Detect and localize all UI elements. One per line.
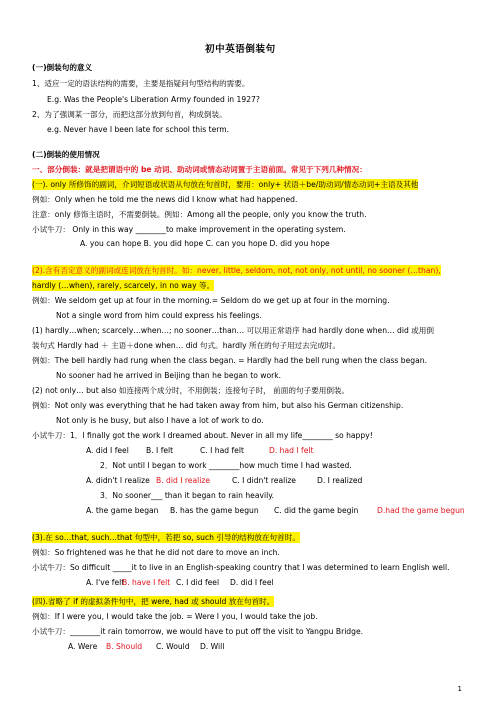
option: A. did I feel — [86, 446, 129, 455]
paragraph: 2、为了强调某一部分，而把这部分放到句首，构成倒装。 — [32, 110, 227, 119]
rule-negative-adverbs-cont: hardly (…when), rarely, scarcely, in no way 等。 — [32, 281, 215, 290]
option: B. has the game begun — [170, 506, 259, 515]
exercise: 小试牛刀：1．I finally got the work I dreamed about. Never in all my life________ so happy! — [32, 431, 373, 440]
section-heading-meaning: (一)倒装句的意义 — [32, 63, 93, 72]
page-number: 1 — [457, 685, 462, 693]
example: 例如：Only when he told me the news did I know what had happened. — [32, 195, 298, 204]
option: A. didn't I realize — [86, 476, 150, 485]
exercise: 3．No sooner___ than it began to rain heavily. — [100, 491, 275, 500]
option: C. I had felt — [200, 446, 244, 455]
exercise-options: A. you can hope B. you did hope C. can you hope D. did you hope — [80, 239, 330, 248]
option-answer: B. Should — [106, 642, 143, 651]
example: e.g. Never have I been late for school this term. — [47, 125, 230, 134]
option: C. I did feel — [176, 578, 220, 587]
paragraph: (2) not only… but also 如连接两个成分时，不用倒装；连接句子时， 前面的句子要用倒装。 — [32, 386, 350, 395]
note: 注意：only 修饰主语时，不需要倒装。例如：Among all the people, only you know the truth. — [32, 210, 367, 219]
section-heading-usage: (二)倒装的使用情况 — [32, 150, 100, 159]
option-answer: B. did I realize — [156, 476, 211, 485]
example: E.g. Was the People's Liberation Army founded in 1927? — [47, 95, 260, 104]
option: D. did I feel — [230, 578, 274, 587]
example: No sooner had he arrived in Beijing than he began to work. — [56, 371, 282, 380]
option: A. Were — [68, 642, 98, 651]
option: D. Will — [200, 642, 225, 651]
option-answer: D. had I felt — [269, 446, 314, 455]
rule-only: (一). only 所修饰的副词，介词短语或状语从句放在句首时，要用：only+ 状语＋be/助动词/情态动词+主语及其他 — [32, 180, 419, 189]
exercise: 小试牛刀： Only in this way ________to make improvement in the operating system. — [32, 225, 346, 234]
option: A. I've felt — [86, 578, 125, 587]
option-answer: B. have I felt — [122, 578, 171, 587]
option: A. the game began — [86, 506, 159, 515]
example: Not only is he busy, but also I have a lot of work to do. — [56, 416, 264, 425]
option-answer: D.had the game begun — [377, 506, 465, 515]
exercise: 小试牛刀：So difficult _____it to live in an English-speaking country that I was determined to learn English well. — [32, 563, 450, 572]
rule-omitted-if: (四).省略了 if 的虚拟条件句中，把 were, had 或 should 放在句首时。 — [32, 597, 275, 606]
exercise: 2．Not until I began to work ________how much time I had wasted. — [100, 461, 352, 470]
paragraph: 装句式 Hardly had ＋ 主语＋done when… did 句式。hardly 所在的句子用过去完成时。 — [32, 341, 341, 350]
option: C. I didn't realize — [232, 476, 296, 485]
rule-so-such: (3).在 so…that, such…that 句型中，若把 so, such 引导的结构放在句首时。 — [32, 533, 300, 542]
option: B. I felt — [146, 446, 174, 455]
example: Not a single word from him could express his feelings. — [56, 311, 262, 320]
option: C. did the game begin — [274, 506, 359, 515]
option: C. Would — [156, 642, 190, 651]
page-title: 初中英语倒装句 — [205, 44, 276, 55]
paragraph: 1、适应一定的语法结构的需要，主要是指疑问句型结构的需要。 — [32, 79, 250, 88]
rule-negative-adverbs — [32, 265, 441, 276]
example: 例如：So frightened was he that he did not dare to move an inch. — [32, 548, 280, 557]
example: 例如：If I were you, I would take the job. = Were I you, I would take the job. — [32, 612, 318, 621]
option: D. I realized — [317, 476, 363, 485]
exercise: 小试牛刀：________it rain tomorrow, we would have to put off the visit to Yangpu Bridge. — [32, 627, 364, 636]
subheading-partial-inversion: 一、部分倒装：就是把谓语中的 be 动词、助动词或情态动词置于主语前面。常见于下列几种情况： — [32, 165, 367, 174]
example: 例如：We seldom get up at four in the morning.= Seldom do we get up at four in the morning. — [32, 296, 390, 305]
rule-text: (2).含有否定意义的副词或连词放在句首时。如：never, little, seldom, not, not only, not until, no sooner (…than), — [32, 266, 441, 275]
example: 例如：The bell hardly had rung when the class began. = Hardly had the bell rung when the class began. — [32, 356, 427, 365]
example: 例如：Not only was everything that he had taken away from him, but also his German citizenship. — [32, 401, 404, 410]
paragraph: (1) hardly…when; scarcely…when…; no sooner…than… 可以用正常语序 had hardly done when… did 或用倒 — [32, 326, 434, 335]
